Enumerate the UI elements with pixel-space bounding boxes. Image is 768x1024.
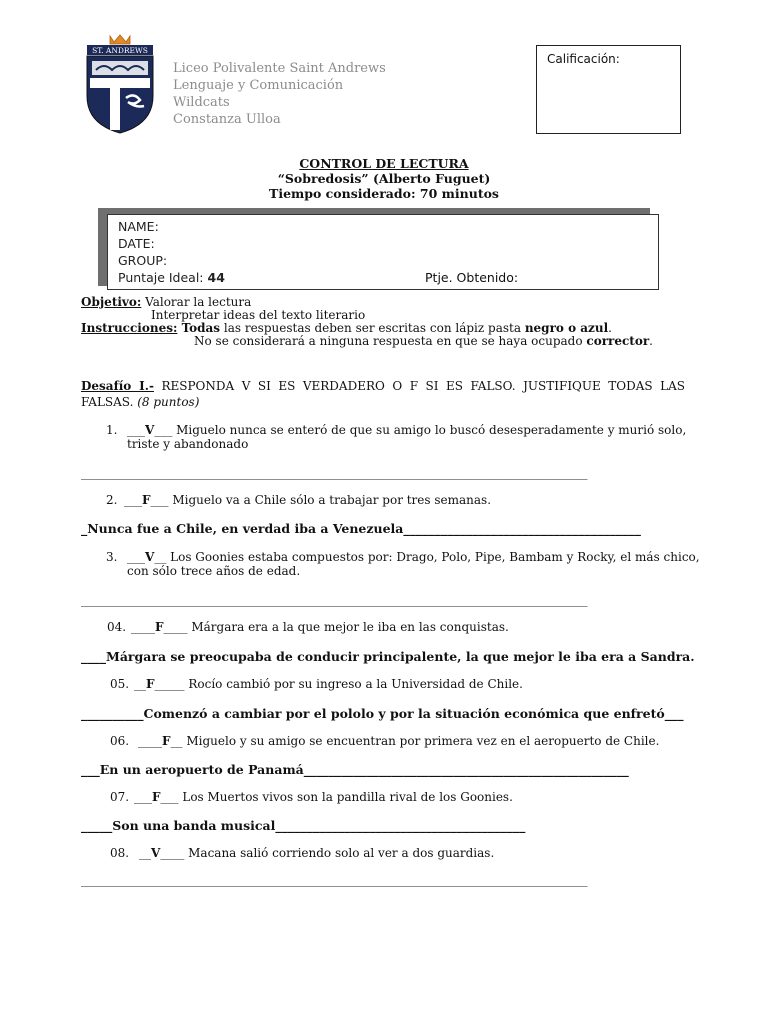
- question-text-cont: con sólo trece años de edad.: [127, 564, 301, 578]
- question-4: [107, 620, 509, 634]
- mark-post: ____: [160, 846, 185, 860]
- mark-answer[interactable]: F: [155, 620, 164, 634]
- question-2: [106, 493, 492, 507]
- desafio-instruction: RESPONDA V SI ES VERDADERO O F SI ES FALSO. JUSTIFIQUE TODAS LAS FALSAS.: [81, 379, 685, 409]
- answer-line-4[interactable]: ____Márgara se preocupaba de conducir principalente, la que mejor le iba era a Sandra.: [81, 649, 695, 664]
- objectives-block: [81, 296, 653, 348]
- objetivo-label: Objetivo:: [81, 295, 142, 309]
- grade-box[interactable]: [536, 45, 681, 134]
- answer-line-8[interactable]: ____________________________________________________________________________________________: [81, 873, 587, 887]
- question-text: Miguelo va a Chile sólo a trabajar por tres semanas.: [168, 493, 492, 507]
- ideal-score: [118, 270, 225, 285]
- objetivo-line-2: Interpretar ideas del texto literario: [151, 308, 366, 322]
- question-3: [106, 550, 700, 578]
- grade-label: Calificación:: [547, 52, 620, 66]
- mark-post: ___: [160, 790, 179, 804]
- answer-line-1[interactable]: ____________________________________________________________________________________________: [81, 466, 587, 480]
- question-number: 1.: [106, 423, 118, 437]
- mark-pre: ___: [127, 423, 145, 437]
- question-number: 05.: [110, 677, 130, 691]
- mark-answer[interactable]: V: [145, 550, 155, 564]
- mark-post: __: [170, 734, 183, 748]
- name-field[interactable]: NAME:: [118, 219, 159, 234]
- school-info: [173, 60, 386, 128]
- question-text: Rocío cambió por su ingreso a la Universidad de Chile.: [184, 677, 523, 691]
- mark-post: ___: [154, 423, 173, 437]
- question-text: Macana salió corriendo solo al ver a dos guardias.: [184, 846, 495, 860]
- question-7: [110, 790, 513, 804]
- question-text: Márgara era a la que mejor le iba en las conquistas.: [187, 620, 509, 634]
- instrucciones-color: negro o azul: [524, 321, 609, 335]
- question-6: [110, 734, 660, 748]
- instrucciones-line-2: No se considerará a ninguna respuesta en que se haya ocupado: [194, 334, 587, 348]
- question-8: [110, 846, 495, 860]
- answer-line-7[interactable]: _____Son una banda musical________________________________________: [81, 818, 526, 833]
- desafio-points: (8 puntos): [133, 395, 200, 409]
- mark-pre: ____: [131, 620, 155, 634]
- question-number: 2.: [106, 493, 118, 507]
- desafio-label: Desafío I.-: [81, 379, 154, 393]
- mark-pre: ___: [134, 790, 152, 804]
- mark-pre: __: [134, 677, 146, 691]
- question-number: 08.: [110, 846, 130, 860]
- mark-answer[interactable]: F: [142, 493, 151, 507]
- instrucciones-label: Instrucciones:: [81, 321, 178, 335]
- subject-name: Lenguaje y Comunicación: [173, 78, 344, 93]
- mark-pre: ____: [138, 734, 162, 748]
- desafio-heading: [81, 378, 685, 410]
- mark-answer[interactable]: F: [162, 734, 171, 748]
- instrucciones-dot: .: [608, 321, 612, 335]
- objetivo-line-1: Valorar la lectura: [141, 295, 252, 309]
- answer-line-6[interactable]: ___En un aeropuerto de Panamá____________________________________________________: [81, 762, 629, 777]
- question-text: Los Goonies estaba compuestos por: Drago, Polo, Pipe, Bambam y Rocky, el más chico,: [166, 550, 700, 564]
- obtained-score-field[interactable]: Ptje. Obtenido:: [425, 270, 519, 285]
- ideal-score-value: 44: [207, 270, 225, 285]
- team-name: Wildcats: [173, 95, 230, 110]
- question-number: 04.: [107, 620, 127, 634]
- instrucciones-text: las respuestas deben ser escritas con lápiz pasta: [220, 321, 525, 335]
- question-number: 07.: [110, 790, 130, 804]
- mark-pre: __: [139, 846, 151, 860]
- teacher-name: Constanza Ulloa: [173, 112, 281, 127]
- student-info-box: [107, 214, 659, 290]
- answer-line-3[interactable]: ____________________________________________________________________________________________: [81, 593, 587, 607]
- answer-line-2[interactable]: _Nunca fue a Chile, en verdad iba a Venezuela______________________________________: [81, 521, 641, 536]
- instrucciones-end: .: [649, 334, 653, 348]
- instrucciones-todas: Todas: [177, 321, 221, 335]
- question-text: Miguelo y su amigo se encuentran por primera vez en el aeropuerto de Chile.: [182, 734, 660, 748]
- title-line-1: CONTROL DE LECTURA: [299, 156, 469, 171]
- question-number: 06.: [110, 734, 130, 748]
- mark-answer[interactable]: V: [151, 846, 161, 860]
- date-field[interactable]: DATE:: [118, 236, 155, 251]
- instrucciones-corrector: corrector: [586, 334, 650, 348]
- school-crest-logo: [84, 34, 156, 134]
- question-text: Miguelo nunca se enteró de que su amigo lo buscó desesperadamente y murió solo,: [172, 423, 687, 437]
- question-number: 3.: [106, 550, 118, 564]
- mark-pre: ___: [124, 493, 142, 507]
- mark-pre: ___: [127, 550, 145, 564]
- title-line-3: Tiempo considerado: 70 minutos: [269, 186, 499, 201]
- question-text-cont: triste y abandonado: [127, 437, 249, 451]
- question-5: [110, 677, 523, 691]
- mark-post: __: [154, 550, 167, 564]
- svg-text:ST. ANDREWS: ST. ANDREWS: [92, 46, 148, 55]
- ideal-score-label: Puntaje Ideal:: [118, 270, 208, 285]
- mark-answer[interactable]: F: [152, 790, 161, 804]
- mark-post: ____: [163, 620, 188, 634]
- title-line-2: “Sobredosis” (Alberto Fuguet): [277, 171, 491, 186]
- school-name: Liceo Polivalente Saint Andrews: [173, 61, 386, 76]
- question-1: [106, 423, 687, 451]
- answer-line-5[interactable]: __________Comenzó a cambiar por el pololo y por la situación económica que enfretó___: [81, 706, 684, 721]
- mark-post: ___: [150, 493, 169, 507]
- mark-post: _____: [154, 677, 185, 691]
- group-field[interactable]: GROUP:: [118, 253, 168, 268]
- question-text: Los Muertos vivos son la pandilla rival de los Goonies.: [178, 790, 513, 804]
- mark-answer[interactable]: V: [145, 423, 155, 437]
- document-title: [0, 156, 768, 201]
- mark-answer[interactable]: F: [146, 677, 155, 691]
